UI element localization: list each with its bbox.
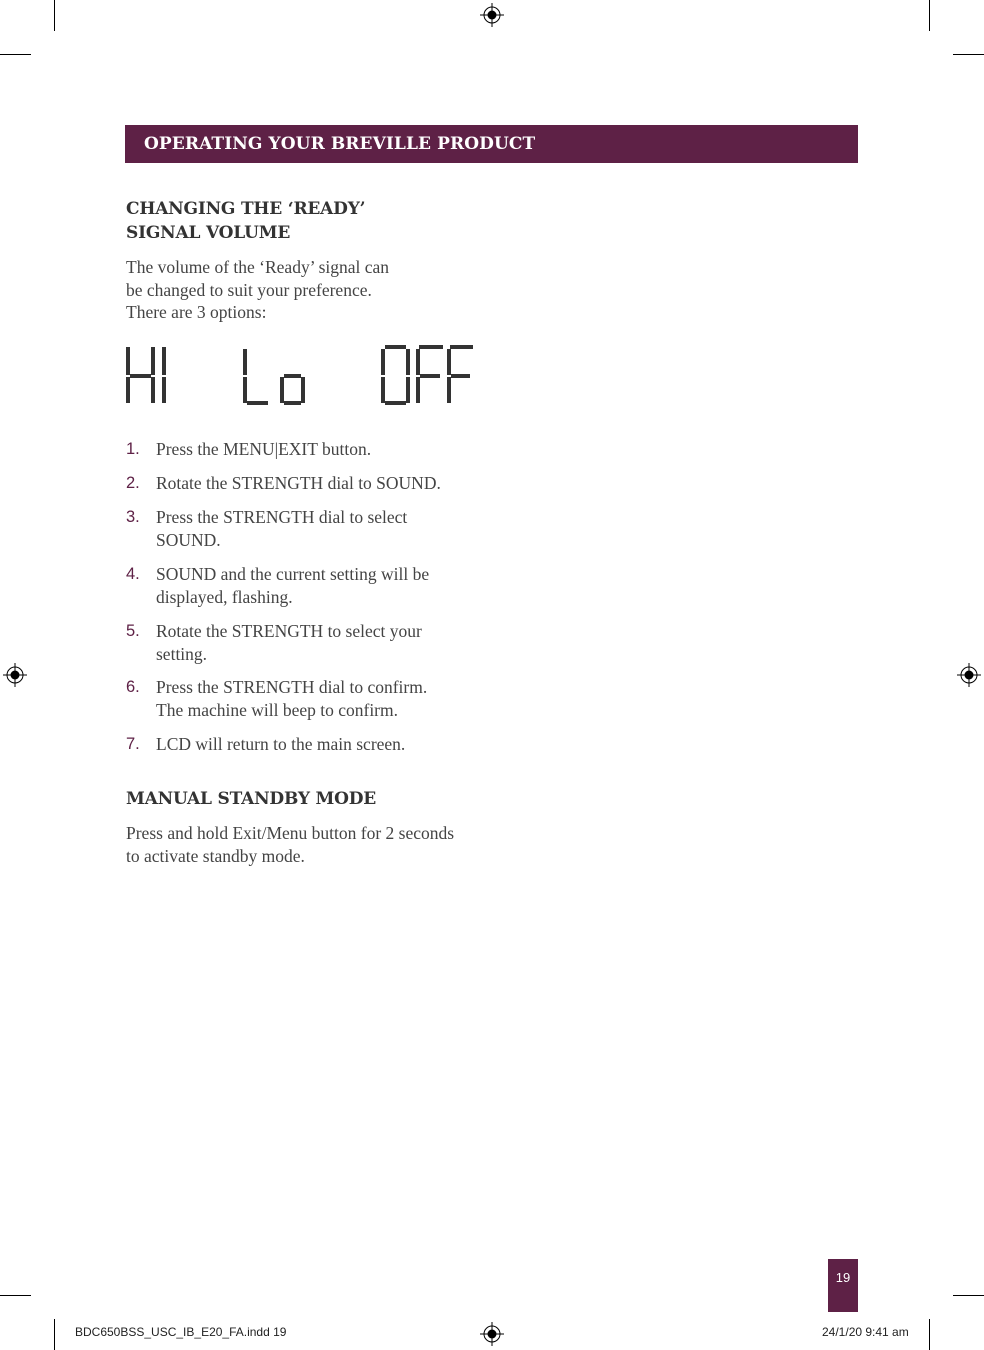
slug-file-info: BDC650BSS_USC_IB_E20_FA.indd 19 xyxy=(75,1325,287,1339)
step-line2: setting. xyxy=(156,643,208,664)
lcd-lo-glyph xyxy=(245,351,303,403)
crop-mark-top-right-h xyxy=(953,54,984,55)
section-header-bar xyxy=(125,125,858,163)
step-line2: SOUND. xyxy=(156,529,221,550)
step-line1: Rotate the STRENGTH to select your xyxy=(156,621,422,641)
lcd-off-glyph xyxy=(383,347,471,403)
crop-mark-top-right-v xyxy=(929,0,930,31)
section-header-title: OPERATING YOUR BREVILLE PRODUCT xyxy=(144,134,536,154)
step-line1: Press the MENU|EXIT button. xyxy=(156,439,372,459)
intro-line1: The volume of the ‘Ready’ signal can xyxy=(126,257,390,277)
step-line1: SOUND and the current setting will be xyxy=(156,564,430,584)
step-line2: displayed, flashing. xyxy=(156,586,293,607)
standby-body xyxy=(126,822,454,867)
registration-mark-bottom-icon xyxy=(480,1322,504,1346)
step-text xyxy=(156,472,486,495)
registration-mark-top-icon xyxy=(480,3,504,27)
step-number: 3. xyxy=(126,508,140,526)
intro-line2: be changed to suit your preference. xyxy=(126,279,372,300)
crop-mark-top-left-v xyxy=(54,0,55,31)
ready-signal-intro xyxy=(126,256,389,324)
step-number: 2. xyxy=(126,474,140,492)
crop-mark-bottom-left-v xyxy=(54,1319,55,1350)
step-line1: LCD will return to the main screen. xyxy=(156,734,406,754)
step-line1: Rotate the STRENGTH dial to SOUND. xyxy=(156,473,441,493)
step-line1: Press the STRENGTH dial to select xyxy=(156,507,408,527)
lcd-hi-glyph xyxy=(128,349,164,401)
ready-signal-heading xyxy=(126,197,365,245)
step-number: 4. xyxy=(126,565,140,583)
registration-mark-right-icon xyxy=(957,663,981,687)
step-number: 6. xyxy=(126,678,140,696)
page-number-tab xyxy=(828,1259,858,1312)
registration-mark-left-icon xyxy=(3,663,27,687)
step-text xyxy=(156,676,486,721)
crop-mark-bottom-right-v xyxy=(929,1319,930,1350)
ready-signal-heading-line2: SIGNAL VOLUME xyxy=(126,223,291,243)
slug-date-info: 24/1/20 9:41 am xyxy=(822,1325,909,1339)
step-number: 1. xyxy=(126,440,140,458)
step-text xyxy=(156,620,486,665)
lcd-options-illustration xyxy=(123,343,483,409)
step-text xyxy=(156,733,486,756)
standby-body-line2: to activate standby mode. xyxy=(126,845,305,866)
step-number: 7. xyxy=(126,735,140,753)
page-number: 19 xyxy=(835,1270,851,1285)
crop-mark-bottom-left-h xyxy=(0,1295,31,1296)
standby-body-line1: Press and hold Exit/Menu button for 2 seconds xyxy=(126,823,455,843)
step-line1: Press the STRENGTH dial to confirm. xyxy=(156,677,428,697)
intro-line3: There are 3 options: xyxy=(126,302,267,322)
ready-signal-heading-line1: CHANGING THE ‘READY’ xyxy=(126,199,366,219)
crop-mark-top-left-h xyxy=(0,54,31,55)
step-text xyxy=(156,506,486,551)
step-text xyxy=(156,438,486,461)
step-line2: The machine will beep to confirm. xyxy=(156,699,399,720)
standby-heading: MANUAL STANDBY MODE xyxy=(126,789,377,809)
step-text xyxy=(156,563,486,608)
step-number: 5. xyxy=(126,622,140,640)
crop-mark-bottom-right-h xyxy=(953,1295,984,1296)
